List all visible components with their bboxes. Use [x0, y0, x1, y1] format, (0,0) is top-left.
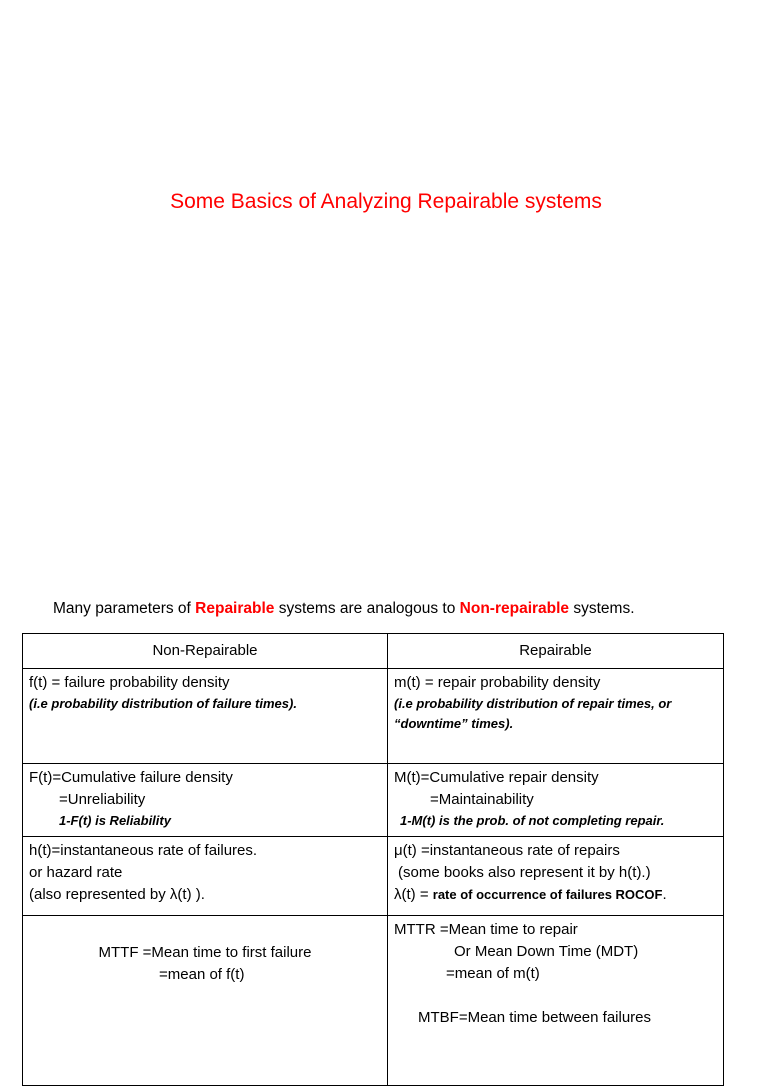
mttf-line2: =mean of f(t): [159, 966, 245, 983]
failure-density-note: (i.e probability distribution of failure times).: [29, 696, 297, 711]
mttr-line1: MTTR =Mean time to repair: [394, 921, 578, 938]
table-row: [23, 764, 724, 837]
intro-term-repairable: Repairable: [195, 600, 275, 617]
hazard-rate-line3: (also represented by λ(t) ).: [29, 886, 205, 903]
rocof-prefix: λ(t) =: [394, 886, 433, 903]
comparison-table: [22, 633, 724, 1086]
repair-density-note: (i.e probability distribution of repair times, or “downtime” times).: [394, 696, 672, 731]
slide-title: Some Basics of Analyzing Repairable systems: [170, 190, 602, 213]
cumulative-failure-text: F(t)=Cumulative failure density: [29, 769, 233, 786]
hazard-rate-line1: h(t)=instantaneous rate of failures.: [29, 842, 258, 859]
failure-density-text: f(t) = failure probability density: [29, 674, 230, 691]
cell-cumulative-failure: [23, 764, 388, 837]
intro-prefix: Many parameters of: [53, 600, 196, 617]
not-completing-repair-note: 1-M(t) is the prob. of not completing repair.: [400, 813, 665, 828]
rocof-suffix: .: [662, 886, 667, 903]
table-row: [23, 916, 724, 1086]
hazard-rate-line2: or hazard rate: [29, 864, 123, 881]
cell-mttr: [388, 916, 724, 1086]
repair-rate-line2: (some books also represent it by h(t).): [398, 864, 651, 881]
cell-hazard-rate: [23, 837, 388, 916]
unreliability-text: =Unreliability: [59, 791, 146, 808]
mttr-line3: =mean of m(t): [446, 965, 540, 982]
intro-middle: systems are analogous to: [274, 600, 460, 617]
mttr-line2: Or Mean Down Time (MDT): [454, 943, 639, 960]
cell-repair-rate: [388, 837, 724, 916]
cell-cumulative-repair: [388, 764, 724, 837]
maintainability-text: =Maintainability: [430, 791, 534, 808]
mttf-line1: MTTF =Mean time to first failure: [98, 944, 312, 961]
cumulative-repair-text: M(t)=Cumulative repair density: [394, 769, 599, 786]
cell-mttf: [23, 916, 388, 1086]
mtbf-line: MTBF=Mean time between failures: [418, 1009, 652, 1026]
repair-rate-line1: μ(t) =instantaneous rate of repairs: [394, 842, 620, 859]
repair-density-text: m(t) = repair probability density: [394, 674, 601, 691]
intro-term-non-repairable: Non-repairable: [459, 600, 570, 617]
table-row: [23, 669, 724, 764]
table-header-row: [23, 634, 724, 669]
table-row: [23, 837, 724, 916]
rocof-line: [394, 884, 717, 906]
cell-repair-density: [388, 669, 724, 764]
reliability-note: 1-F(t) is Reliability: [59, 813, 171, 828]
intro-sentence: [53, 600, 635, 618]
header-repairable: Repairable: [388, 634, 724, 669]
header-non-repairable: Non-Repairable: [23, 634, 388, 669]
rocof-text: rate of occurrence of failures ROCOF: [432, 887, 663, 902]
intro-suffix: systems.: [569, 600, 635, 617]
cell-failure-density: [23, 669, 388, 764]
